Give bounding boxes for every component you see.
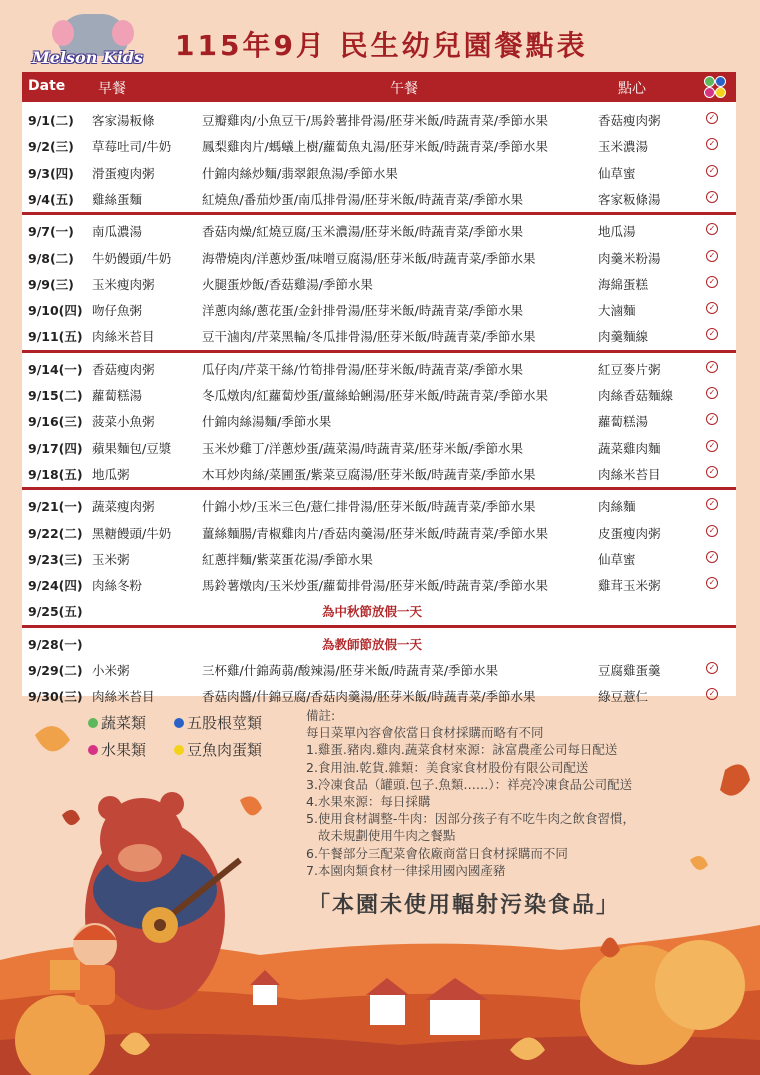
row-lunch: 什錦小炒/玉米三色/薏仁排骨湯/胚芽米飯/時蔬青菜/季節水果 [202,499,536,515]
logo-text: Melson Kids [32,48,144,67]
table-row [22,656,736,682]
row-date: 9/14(一) [28,361,83,377]
legend-item [174,712,262,733]
row-date: 9/29(二) [28,663,83,678]
check-icon: ✓ [706,387,718,399]
row-breakfast: 蘋果麵包/豆漿 [92,440,172,456]
row-date: 9/9(三) [28,276,74,292]
check-icon: ✓ [706,302,718,314]
row-snack: 香菇瘦肉粥 [598,113,661,128]
row-breakfast: 肉絲米苔目 [92,689,155,705]
row-snack: 肉羹米粉湯 [598,250,661,266]
table-row [22,407,736,433]
row-lunch: 瓜仔肉/芹菜干絲/竹筍排骨湯/胚芽米飯/時蔬青菜/季節水果 [202,361,524,377]
table-row [22,434,736,460]
check-icon: ✓ [706,551,718,563]
row-date: 9/28(一) [28,636,83,652]
elephant-ear [52,20,74,46]
row-date: 9/30(三) [28,689,83,705]
row-breakfast: 玉米粥 [92,551,130,567]
row-snack: 仙草蜜 [598,165,636,181]
check-icon: ✓ [706,276,718,288]
row-breakfast: 雞絲蛋麵 [92,191,143,207]
table-row [22,296,736,322]
row-breakfast: 肉絲米苔目 [92,329,155,345]
row-breakfast: 玉米瘦肉粥 [92,276,155,292]
row-breakfast: 南瓜濃湯 [92,224,143,240]
row-date: 9/17(四) [28,440,83,456]
row-date: 9/25(五) [28,604,83,620]
table-row [22,545,736,571]
row-breakfast: 牛奶饅頭/牛奶 [92,250,172,266]
check-icon: ✓ [706,250,718,262]
table-row [22,519,736,545]
legend-label: 蔬菜類 [101,714,147,732]
row-lunch: 豆干滷肉/芹菜黑輪/冬瓜排骨湯/胚芽米飯/時蔬青菜/季節水果 [202,329,536,345]
row-lunch: 馬鈴薯燉肉/玉米炒蛋/蘿蔔排骨湯/胚芽米飯/時蔬青菜/季節水果 [202,578,549,594]
check-icon: ✓ [706,577,718,589]
row-date: 9/22(二) [28,525,83,541]
row-lunch: 香菇肉醬/什錦豆腐/香菇肉羹湯/胚芽米飯/時蔬青菜/季節水果 [202,689,536,705]
row-lunch: 鳳梨雞肉片/螞蟻上樹/蘿蔔魚丸湯/胚芽米飯/時蔬青菜/季節水果 [202,139,549,155]
note-line: 1.雞蛋.豬肉.雞肉.蔬菜食材來源：詠富農產公司每日配送 [306,742,618,758]
row-date: 9/21(一) [28,499,83,515]
table-row [22,381,736,407]
row-date: 9/10(四) [28,303,83,319]
legend-label: 水果類 [101,741,147,759]
check-icon: ✓ [706,191,718,203]
row-lunch: 洋蔥肉絲/蔥花蛋/金針排骨湯/胚芽米飯/時蔬青菜/季節水果 [202,303,524,319]
check-icon: ✓ [706,440,718,452]
row-snack: 肉羹麵線 [598,329,649,345]
notes [306,707,635,879]
row-breakfast: 客家湯粄條 [92,113,155,128]
check-icon: ✓ [706,525,718,537]
check-icon: ✓ [706,662,718,674]
row-lunch: 火腿蛋炒飯/香菇雞湯/季節水果 [202,276,373,292]
logo [28,14,158,66]
header-snack: 點心 [618,81,646,97]
notes-heading: 備註: [306,708,336,723]
row-snack: 玉米濃湯 [598,139,649,155]
row-snack: 大滷麵 [598,303,636,319]
table-row [22,682,736,708]
table-row [22,217,736,243]
week-separator [22,212,736,215]
row-lunch: 豆瓣雞肉/小魚豆干/馬鈴薯排骨湯/胚芽米飯/時蔬青菜/季節水果 [202,113,549,128]
row-lunch: 冬瓜燉肉/紅蘿蔔炒蛋/薑絲蛤蜊湯/胚芽米飯/時蔬青菜/季節水果 [202,388,549,403]
row-lunch: 木耳炒肉絲/菜圃蛋/紫菜豆腐湯/胚芽米飯/時蔬青菜/季節水果 [202,466,536,482]
page-title: 115年9月 民生幼兒園餐點表 [175,29,588,62]
header-date: Date [28,78,66,94]
table-row [22,630,736,656]
note-line: 2.食用油.乾貨.雜類：美食家食材股份有限公司配送 [306,759,589,775]
row-breakfast: 小米粥 [92,663,130,678]
row-date: 9/15(二) [28,388,83,403]
row-lunch: 海帶燒肉/洋蔥炒蛋/味噌豆腐湯/胚芽米飯/時蔬青菜/季節水果 [202,250,536,266]
row-date: 9/24(四) [28,578,83,594]
row-date: 9/16(三) [28,414,83,430]
check-icon: ✓ [706,112,718,124]
slogan: 「本園未使用輻射污染食品」 [308,893,621,918]
note-line: 3.冷凍食品（罐頭.包子.魚類……）：祥亮冷凍食品公司配送 [306,776,633,792]
table-row [22,492,736,518]
row-date: 9/8(二) [28,250,74,266]
week-separator [22,487,736,490]
row-snack: 仙草蜜 [598,551,636,567]
row-snack: 肉絲香菇麵線 [598,388,674,403]
note-line: 5.使用食材調整-牛肉：因部分孩子有不吃牛肉之飲食習慣， [306,811,635,827]
row-lunch: 香菇肉燥/紅燒豆腐/玉米濃湯/胚芽米飯/時蔬青菜/季節水果 [202,224,524,240]
row-lunch: 什錦肉絲炒麵/翡翠銀魚湯/季節水果 [202,165,398,181]
row-lunch: 紅蔥拌麵/紫菜蛋花湯/季節水果 [202,551,373,567]
table-row [22,132,736,158]
table-row [22,597,736,623]
table-row [22,355,736,381]
table-row [22,244,736,270]
row-lunch: 三杯雞/什錦蒟蒻/酸辣湯/胚芽米飯/時蔬青菜/季節水果 [202,663,499,678]
row-date: 9/1(二) [28,113,74,128]
row-snack: 肉絲麵 [598,499,636,515]
row-snack: 紅豆麥片粥 [598,361,661,377]
row-breakfast: 滑蛋瘦肉粥 [92,165,155,181]
row-lunch: 薑絲麵腸/青椒雞肉片/香菇肉羹湯/胚芽米飯/時蔬青菜/季節水果 [202,525,549,541]
row-snack: 客家粄條湯 [598,191,661,207]
food-group-icon [704,76,726,98]
row-snack: 海綿蛋糕 [598,276,649,292]
note-line: 故未規劃使用牛肉之餐點 [306,828,456,844]
row-breakfast: 黑糖饅頭/牛奶 [92,525,172,541]
row-lunch: 什錦肉絲湯麵/季節水果 [202,414,332,430]
header-breakfast: 早餐 [98,81,126,97]
row-date: 9/3(四) [28,165,74,181]
row-snack: 皮蛋瘦肉粥 [598,525,661,541]
row-snack: 肉絲米苔目 [598,466,661,482]
table-row [22,571,736,597]
row-snack: 豆腐雞蛋羹 [598,663,661,678]
row-date: 9/2(三) [28,139,74,155]
row-breakfast: 吻仔魚粥 [92,303,143,319]
table-header [22,72,736,102]
menu-table [22,102,736,705]
check-icon: ✓ [706,361,718,373]
table-row [22,270,736,296]
row-lunch: 玉米炒雞丁/洋蔥炒蛋/蔬菜湯/時蔬青菜/胚芽米飯/季節水果 [202,440,524,456]
holiday-note: 為教師節放假一天 [322,636,423,652]
row-breakfast: 草莓吐司/牛奶 [92,139,172,155]
row-snack: 蔬菜雞肉麵 [598,440,661,456]
legend-item [88,712,146,733]
week-separator [22,625,736,628]
row-date: 9/4(五) [28,191,74,207]
row-breakfast: 香菇瘦肉粥 [92,361,155,377]
table-row [22,185,736,211]
row-breakfast: 菠菜小魚粥 [92,414,155,430]
check-icon: ✓ [706,138,718,150]
legend-label: 五股根莖類 [187,714,263,732]
note-line: 每日菜單內容會依當日食材採購而略有不同 [306,725,544,741]
table-row [22,106,736,132]
row-snack: 蘿蔔糕湯 [598,414,649,430]
row-snack: 地瓜湯 [598,224,636,240]
check-icon: ✓ [706,328,718,340]
row-date: 9/11(五) [28,329,83,345]
row-date: 9/18(五) [28,466,83,482]
row-breakfast: 肉絲冬粉 [92,578,143,594]
note-line: 6.午餐部分三配菜會依廠商當日食材採購而不同 [306,845,568,861]
check-icon: ✓ [706,413,718,425]
table-row [22,322,736,348]
row-date: 9/23(三) [28,551,83,567]
row-breakfast: 蔬菜瘦肉粥 [92,499,155,515]
row-breakfast: 蘿蔔糕湯 [92,388,143,403]
row-breakfast: 地瓜粥 [92,466,130,482]
table-row [22,159,736,185]
elephant-ear [112,20,134,46]
header-lunch: 午餐 [390,81,418,97]
check-icon: ✓ [706,466,718,478]
holiday-note: 為中秋節放假一天 [322,604,423,620]
row-snack: 雞茸玉米粥 [598,578,661,594]
check-icon: ✓ [706,498,718,510]
book-icon [50,960,80,990]
note-line: 4.水果來源：每日採購 [306,794,431,810]
legend-label: 豆魚肉蛋類 [187,741,263,759]
check-icon: ✓ [706,688,718,700]
tree-icon [655,940,745,1030]
week-separator [22,350,736,353]
row-date: 9/7(一) [28,224,74,240]
legend-item [88,739,146,760]
check-icon: ✓ [706,165,718,177]
row-lunch: 紅燒魚/番茄炒蛋/南瓜排骨湯/胚芽米飯/時蔬青菜/季節水果 [202,191,524,207]
check-icon: ✓ [706,223,718,235]
legend-item [174,739,262,760]
row-snack: 綠豆薏仁 [598,689,649,705]
table-row [22,460,736,486]
note-line: 7.本園肉類食材一律採用國內國產豬 [306,862,506,878]
